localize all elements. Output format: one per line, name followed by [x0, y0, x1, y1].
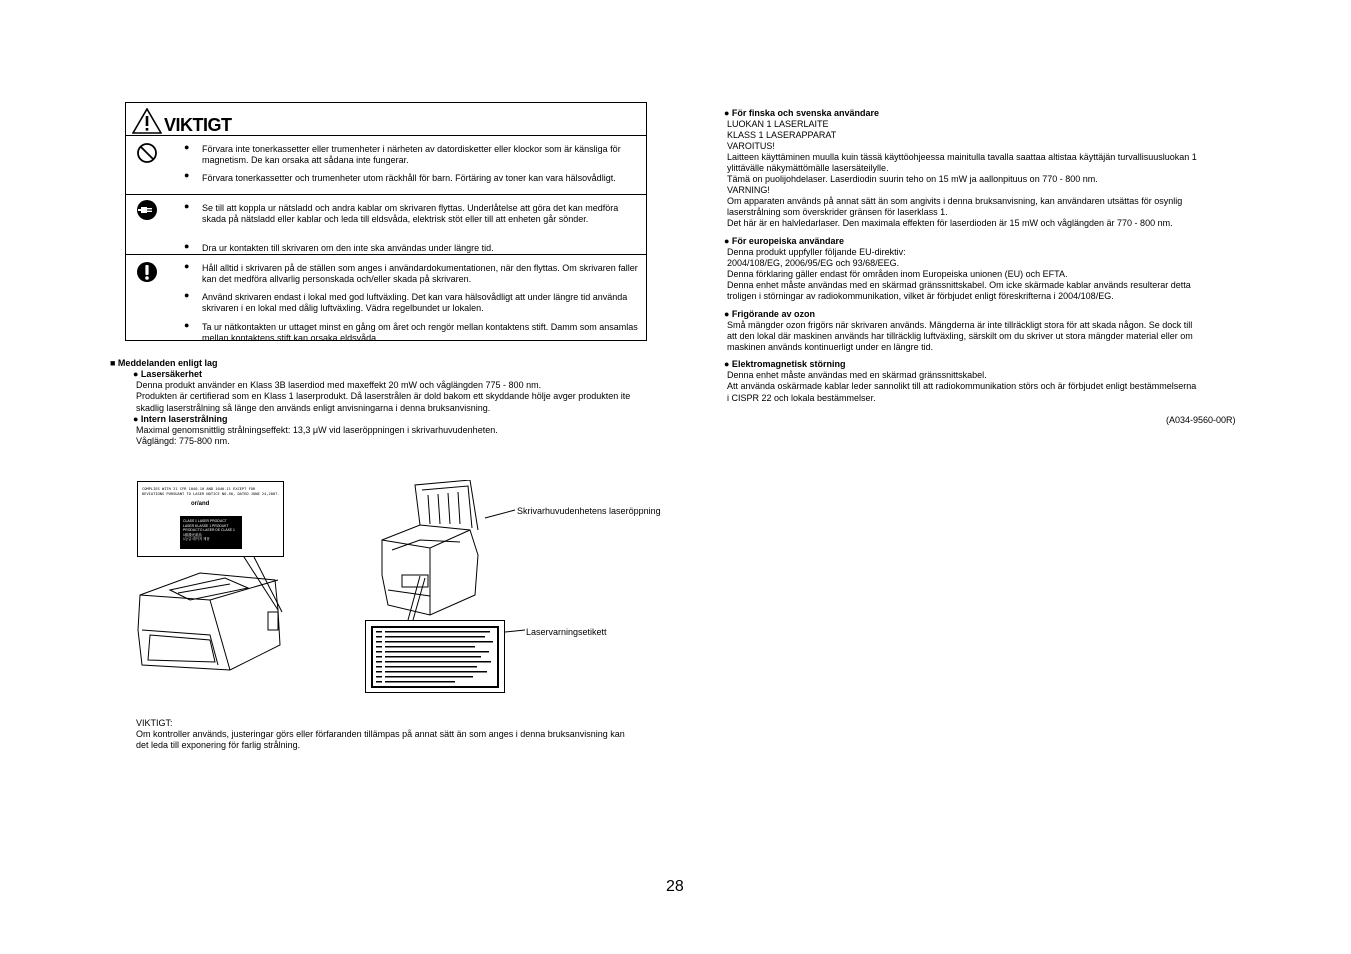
note-title: VIKTIGT: — [136, 718, 173, 728]
european-line: Denna enhet måste användas med en skärmad gränssnittskabel. Om icke skärmade kablar används resulterar detta — [727, 280, 1191, 290]
emc-line: Denna enhet måste användas med en skärmad gränssnittskabel. — [727, 370, 987, 380]
emc-line: Att använda oskärmade kablar leder sannolikt till att radiokommunikation störs och är förbjudet enligt bestämmelserna — [727, 381, 1197, 391]
laser-line: skadlig laserstrålning så länge den används enligt anvisningarna i denna bruksanvisning. — [136, 403, 491, 413]
european-line: troligen i störningar av radiokommunikation, vilket är förbjudet enligt föreskrifterna i 2004/108/EG. — [727, 291, 1114, 301]
warning-item: Dra ur kontakten till skrivaren om den inte ska användas under längre tid. — [202, 243, 494, 253]
bullet: ● — [184, 142, 190, 152]
internal-line: Våglängd: 775-800 nm. — [136, 436, 230, 446]
legal-heading: ■ Meddelanden enligt lag — [110, 358, 218, 368]
class1-label: CLASS 1 LASER PRODUCT LASER KLASSE 1 PRODUKT PRODUCTO LASER DE CLASE 1 1級激光產品 1등급 레이저 제품 — [180, 516, 242, 549]
bullet: ● — [184, 261, 190, 271]
bullet: ● — [184, 290, 190, 300]
finnish-title: ● För finska och svenska användare — [724, 108, 879, 118]
ozone-line: maskinen används kontinuerligt under en längre tid. — [727, 342, 934, 352]
european-line: Denna förklaring gäller endast för områden inom Europeiska unionen (EU) och EFTA. — [727, 269, 1068, 279]
bullet: ● — [184, 241, 190, 251]
document-code: (A034-9560-00R) — [1166, 415, 1236, 425]
finnish-line: Laitteen käyttäminen muulla kuin tässä käyttöohjeessa mainitulla tavalla saattaa altistaa käyttäjän turvallisuusluokan 1 — [727, 152, 1197, 162]
european-line: 2004/108/EG, 2006/95/EG och 93/68/EEG. — [727, 258, 900, 268]
prohibition-icon — [136, 142, 158, 164]
callout-warning-label: Laservarningsetikett — [526, 627, 607, 637]
warning-box — [125, 102, 647, 341]
finnish-line: VARNING! — [727, 185, 770, 195]
warning-item: Förvara inte tonerkassetter eller trumenheter i närheten av datordisketter eller klockor som är känsliga för magnetism. De kan orsaka att sådana inte fungerar. — [202, 144, 621, 165]
warning-section-storage — [126, 136, 646, 195]
ozone-title: ● Frigörande av ozon — [724, 309, 815, 319]
warning-header — [126, 103, 646, 136]
bullet: ● — [184, 201, 190, 211]
unplug-icon — [136, 199, 158, 221]
finnish-line: Tämä on puolijohdelaser. Laserdiodin suurin teho on 15 mW ja aallonpituus on 770 - 800 nm. — [727, 174, 1098, 184]
european-title: ● För europeiska användare — [724, 236, 844, 246]
note-line: Om kontroller används, justeringar görs eller förfaranden tillämpas på annat sätt än som anges i denna bruksanvisning kan — [136, 729, 625, 739]
warning-item: Ta ur nätkontakten ur uttaget minst en gång om året och rengör mellan kontaktens stift. Damm som ansamlas mellan kontaktens stift kan orsaka eldsvåda. — [202, 322, 638, 343]
emc-line: i CISPR 22 och lokala bestämmelser. — [727, 393, 876, 403]
finnish-line: KLASS 1 LASERAPPARAT — [727, 130, 837, 140]
note-line: det leda till exponering för farlig strålning. — [136, 740, 301, 750]
warning-item: Se till att koppla ur nätsladd och andra kablar om skrivaren flyttas. Underlåtelse att göra det kan medföra skada på nätsladd eller kablar och leda till eldsvåda, elektrisk stöt eller till att enheten går sönder. — [202, 203, 619, 224]
bullet: ● — [184, 320, 190, 330]
laser-line: Produkten är certifierad som en Klass 1 laserprodukt. Då laserstrålen är dold bakom ett skyddande hölje avger produkten ite — [136, 391, 631, 401]
ozone-line: Små mängder ozon frigörs när skrivaren används. Mängderna är inte tillräckligt stora för att skada någon. Se dock till — [727, 320, 1193, 330]
ozone-line: att den lokal där maskinen används har tillräcklig luftväxling, särskilt om du skriver ut stora mängder material eller om — [727, 331, 1193, 341]
warning-section-power — [126, 195, 646, 255]
internal-laser-title: ● Intern laserstrålning — [133, 414, 228, 424]
page-number: 28 — [666, 878, 684, 895]
exclamation-icon — [136, 261, 158, 283]
finnish-line: Om apparaten används på annat sätt än som angivits i denna bruksanvisning, kan användaren utsättas för osynlig — [727, 196, 1183, 206]
warning-triangle-icon — [132, 108, 162, 134]
emc-title: ● Elektromagnetisk störning — [724, 359, 846, 369]
warning-item: Förvara tonerkassetter och trumenheter utom räckhåll för barn. Förtäring av toner kan vara hälsovådligt. — [202, 173, 616, 183]
finnish-line: ylittävälle näkymättömälle lasersäteilylle. — [727, 163, 889, 173]
european-line: Denna produkt uppfyller följande EU-direktiv: — [727, 247, 906, 257]
or-and-text: or/and — [191, 501, 210, 507]
bullet: ● — [184, 170, 190, 180]
finnish-line: Det här är en halvledarlaser. Den maximala effekten för laserdioden är 15 mW och våglängden är 770 - 800 nm. — [727, 218, 1173, 228]
finnish-line: VAROITUS! — [727, 141, 775, 151]
callout-laser-opening: Skrivarhuvudenhetens laseröppning — [517, 506, 661, 516]
warning-item: Håll alltid i skrivaren på de ställen som anges i användardokumentationen, när den flyttas. Om skrivaren faller kan det medföra allvarlig personskada och/eller skada på skrivaren. — [202, 263, 638, 284]
laser-line: Denna produkt använder en Klass 3B laserdiod med maxeffekt 20 mW och våglängden 775 - 800 nm. — [136, 380, 542, 390]
warning-item: Använd skrivaren endast i lokal med god luftväxling. Det kan vara hälsovådligt att under längre tid använda skrivaren i en lokal med dålig luftväxling. Vädra regelbundet ur lokalen. — [202, 292, 628, 313]
finnish-line: laserstrålning som överskrider gränsen för laserklass 1. — [727, 207, 948, 217]
laser-safety-title: ● Lasersäkerhet — [133, 369, 202, 379]
warning-title: VIKTIGT — [164, 115, 232, 135]
compliance-text: COMPLIES WITH 21 CFR 1040.10 AND 1040.11 EXCEPT FOR DEVIATIONS PURSUANT TO LASER NOTICE NO.50, DATED JUNE 24,2007. — [142, 487, 280, 496]
warning-section-handling — [126, 255, 646, 342]
finnish-line: LUOKAN 1 LASERLAITE — [727, 119, 829, 129]
internal-line: Maximal genomsnittlig strålningseffekt: 13,3 μW vid laseröppningen i skrivarhuvudenheten. — [136, 425, 498, 435]
